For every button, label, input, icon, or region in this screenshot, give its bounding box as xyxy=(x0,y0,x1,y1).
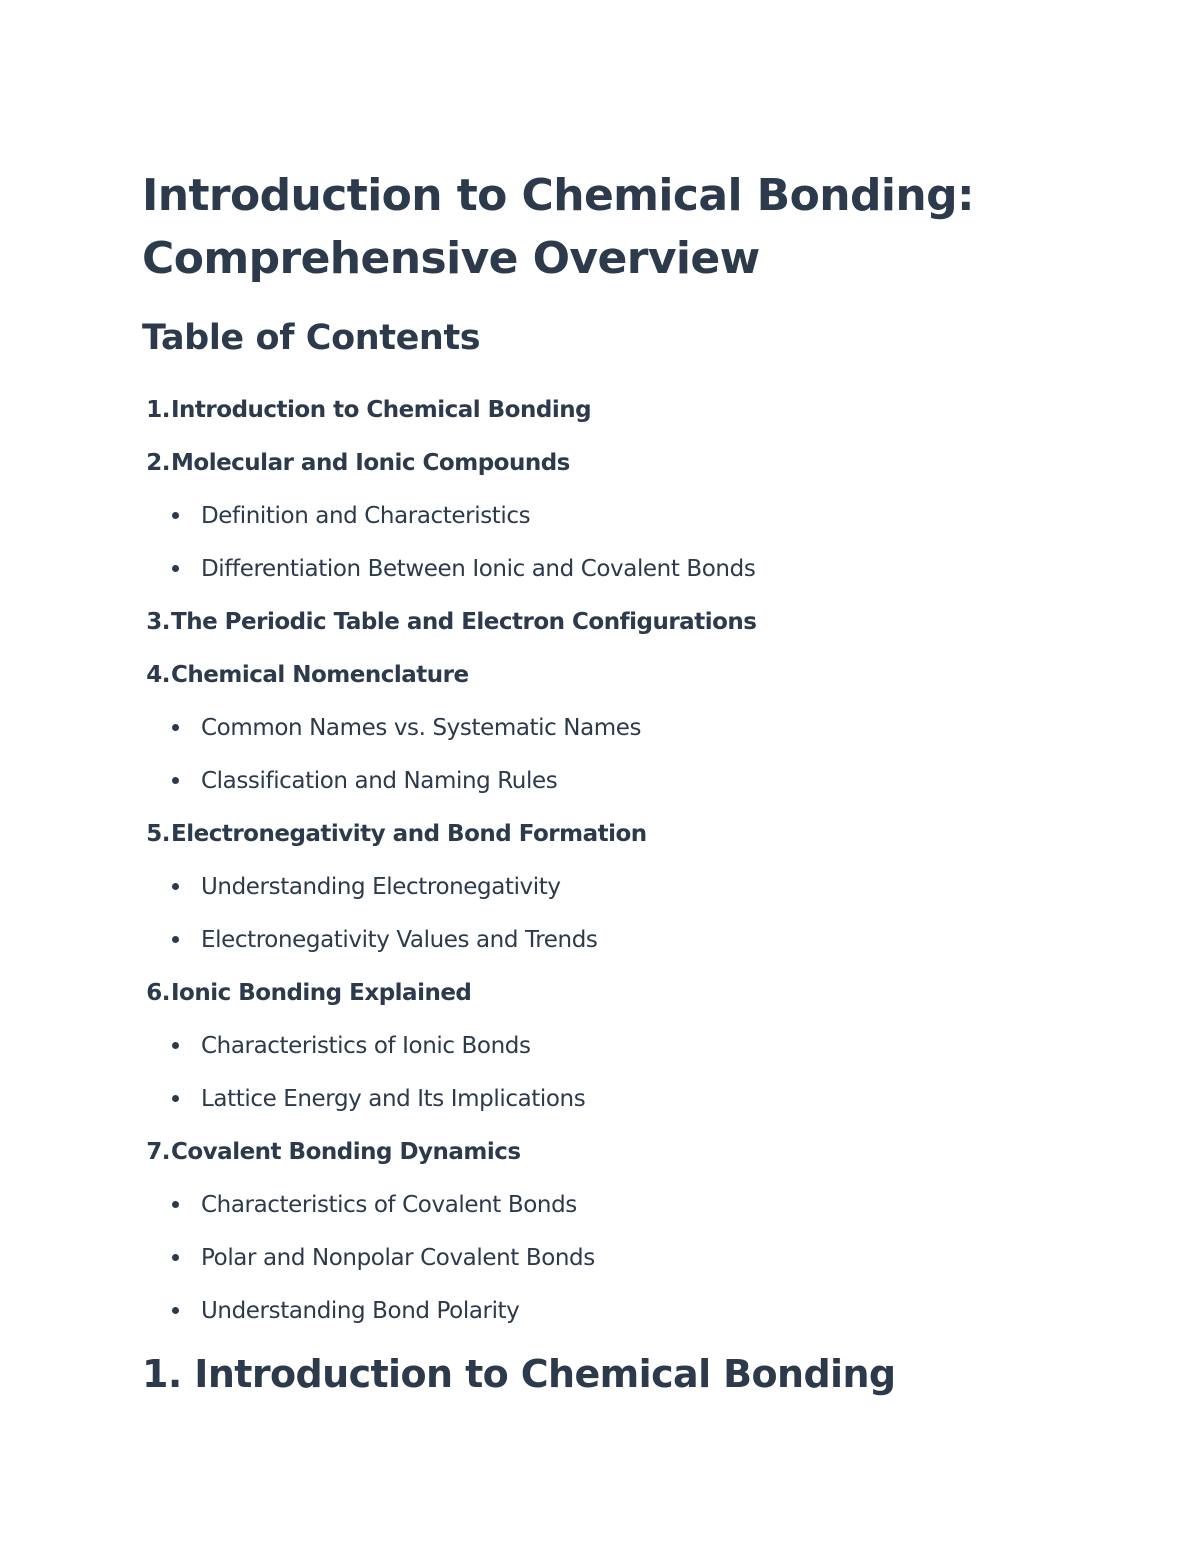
toc-item-label: Covalent Bonding Dynamics xyxy=(171,1138,521,1165)
toc-subitem-label: Understanding Bond Polarity xyxy=(201,1297,520,1324)
toc-item[interactable] xyxy=(142,1125,1042,1178)
toc-subitem[interactable] xyxy=(142,1231,1042,1284)
bullet-icon xyxy=(172,1201,179,1208)
toc-subitem-label: Electronegativity Values and Trends xyxy=(201,926,598,953)
toc-subitem[interactable] xyxy=(142,754,1042,807)
toc-item-label: Introduction to Chemical Bonding xyxy=(171,396,592,423)
toc-subitem[interactable] xyxy=(142,1178,1042,1231)
toc-item[interactable] xyxy=(142,383,1042,436)
toc-heading: Table of Contents xyxy=(142,318,481,358)
toc-subitem-label: Definition and Characteristics xyxy=(201,502,531,529)
toc-subitem-label: Common Names vs. Systematic Names xyxy=(201,714,642,741)
toc-item-number: 2. xyxy=(146,449,170,476)
toc-item-number: 5. xyxy=(146,820,170,847)
bullet-icon xyxy=(172,883,179,890)
toc-item-label: Ionic Bonding Explained xyxy=(171,979,472,1006)
toc-subitem-label: Differentiation Between Ionic and Covalent Bonds xyxy=(201,555,756,582)
toc-subitem[interactable] xyxy=(142,701,1042,754)
bullet-icon xyxy=(172,512,179,519)
toc-subitem[interactable] xyxy=(142,860,1042,913)
toc-item-number: 4. xyxy=(146,661,170,688)
toc-subitem-label: Characteristics of Ionic Bonds xyxy=(201,1032,531,1059)
toc-item[interactable] xyxy=(142,595,1042,648)
toc-item[interactable] xyxy=(142,966,1042,1019)
toc-item-number: 1. xyxy=(146,396,170,423)
bullet-icon xyxy=(172,777,179,784)
bullet-icon xyxy=(172,1042,179,1049)
toc-item-number: 6. xyxy=(146,979,170,1006)
toc-subitem[interactable] xyxy=(142,1284,1042,1337)
toc-item-number: 7. xyxy=(146,1138,170,1165)
document-title: Introduction to Chemical Bonding: Comprehensive Overview xyxy=(142,170,974,284)
toc-subitem-label: Polar and Nonpolar Covalent Bonds xyxy=(201,1244,595,1271)
bullet-icon xyxy=(172,1095,179,1102)
toc-subitem[interactable] xyxy=(142,1072,1042,1125)
toc-item-label: Molecular and Ionic Compounds xyxy=(171,449,570,476)
bullet-icon xyxy=(172,936,179,943)
toc-subitem[interactable] xyxy=(142,542,1042,595)
toc-subitem-label: Understanding Electronegativity xyxy=(201,873,561,900)
table-of-contents xyxy=(142,383,1042,1337)
toc-item[interactable] xyxy=(142,807,1042,860)
toc-subitem[interactable] xyxy=(142,913,1042,966)
toc-subitem-label: Characteristics of Covalent Bonds xyxy=(201,1191,577,1218)
toc-item-label: The Periodic Table and Electron Configurations xyxy=(171,608,757,635)
bullet-icon xyxy=(172,1254,179,1261)
toc-item[interactable] xyxy=(142,648,1042,701)
section-heading: 1. Introduction to Chemical Bonding xyxy=(142,1352,896,1396)
toc-item-label: Electronegativity and Bond Formation xyxy=(171,820,647,847)
toc-subitem[interactable] xyxy=(142,489,1042,542)
toc-item-label: Chemical Nomenclature xyxy=(171,661,469,688)
bullet-icon xyxy=(172,1307,179,1314)
bullet-icon xyxy=(172,724,179,731)
bullet-icon xyxy=(172,565,179,572)
toc-item[interactable] xyxy=(142,436,1042,489)
toc-subitem[interactable] xyxy=(142,1019,1042,1072)
toc-subitem-label: Classification and Naming Rules xyxy=(201,767,558,794)
toc-subitem-label: Lattice Energy and Its Implications xyxy=(201,1085,586,1112)
toc-item-number: 3. xyxy=(146,608,170,635)
